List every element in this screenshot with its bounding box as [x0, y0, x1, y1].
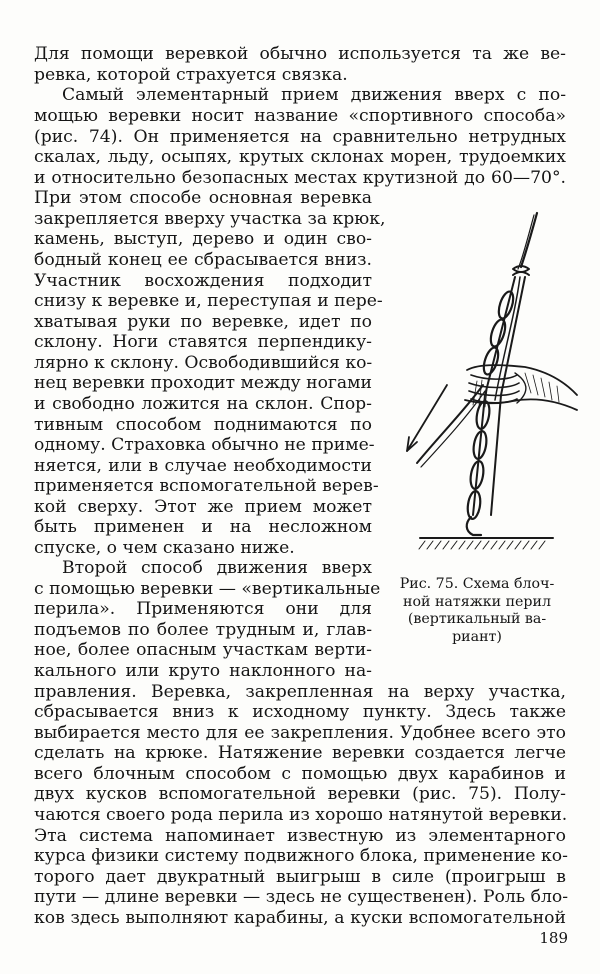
carabiner-2: [488, 318, 508, 348]
direction-arrow: [407, 385, 447, 451]
text-line: сделать на крюке. Натяжение веревки создается легче: [34, 743, 566, 763]
text-line: торого дает двукратный выигрыш в силе (проигрыш в: [34, 867, 566, 887]
caption-line: ной натяжки перил: [403, 593, 551, 610]
text-line: Участник восхождения подходит: [34, 271, 372, 291]
page-number: 189: [539, 929, 568, 947]
text-line: ревка, которой страхуется связка.: [34, 65, 348, 85]
text-line: курса физики систему подвижного блока, применение ко-: [34, 846, 568, 866]
text-line: и свободно ложится на склон. Спор-: [34, 394, 372, 414]
text-line: Второй способ движения вверх: [62, 558, 372, 578]
text-line: и относительно безопасных местах крутизной до 60—70°.: [34, 168, 566, 188]
figure-caption: [382, 576, 572, 646]
text-line: всего блочным способом с помощью двух карабинов и: [34, 764, 566, 784]
text-line: мощью веревки носит название «спортивного способа»: [34, 106, 566, 126]
text-line: правления. Веревка, закрепленная на верху участка,: [34, 682, 566, 702]
text-line: камень, выступ, дерево и один сво-: [34, 229, 372, 249]
text-line: перила». Применяются они для: [34, 599, 372, 619]
text-line: кального или круто наклонного на-: [34, 661, 372, 681]
carabiner-3: [481, 346, 501, 376]
text-line: чаются своего рода перила из хорошо натянутой веревки.: [34, 805, 568, 825]
text-line: кой сверху. Этот же прием может: [34, 497, 372, 517]
text-line: ков здесь выполняют карабины, а куски вспомогательной: [34, 908, 566, 928]
text-line: двух кусков вспомогательной веревки (рис. 75). Полу-: [34, 784, 566, 804]
text-line: ное, более опасным участкам верти-: [34, 640, 372, 660]
text-line: При этом способе основная веревка: [34, 188, 372, 208]
text-line: пути — длине веревки — здесь не существенен). Роль бло-: [34, 887, 569, 907]
text-line: хватывая руки по веревке, идет по: [34, 312, 372, 332]
text-line: тивным способом поднимаются по: [34, 415, 372, 435]
caption-line: Рис. 75. Схема блоч-: [399, 576, 555, 592]
caption-line: риант): [452, 628, 502, 645]
text-line: нец веревки проходит между ногами: [34, 373, 372, 393]
text-line: одному. Страховка обычно не приме-: [34, 435, 375, 455]
text-line: спуске, о чем сказано ниже.: [34, 538, 295, 558]
text-line: выбирается место для ее закрепления. Удобнее всего это: [34, 723, 566, 743]
text-line: лярно к склону. Освободившийся ко-: [34, 353, 373, 373]
text-line: няется, или в случае необходимости: [34, 456, 372, 476]
main-rope-top: [521, 213, 537, 267]
text-line: Эта система напоминает известную из элементарного: [34, 826, 566, 846]
caption-line: (вертикальный ва-: [407, 611, 547, 627]
rope-rappel-figure: [385, 205, 585, 565]
text-line: скалах, льду, осыпях, крутых склонах морен, трудоемких: [34, 147, 566, 167]
text-line: применяется вспомогательной верев-: [34, 476, 379, 496]
text-line: Для помощи веревкой обычно используется та же ве-: [34, 44, 566, 64]
text-line: закрепляется вверху участка за крюк,: [34, 209, 386, 229]
text-line: сбрасывается вниз к исходному пункту. Здесь также: [34, 702, 566, 722]
text-line: склону. Ноги ставятся перпендику-: [34, 332, 372, 352]
text-line: бодный конец ее сбрасывается вниз.: [34, 250, 372, 270]
text-line: (рис. 74). Он применяется на сравнительно нетрудных: [34, 127, 566, 147]
text-line: с помощью веревки — «вертикальные: [34, 579, 381, 599]
text-line: подъемов по более трудным и, глав-: [34, 620, 372, 640]
text-line: быть применен и на несложном: [34, 517, 372, 537]
text-line: Самый элементарный прием движения вверх с по-: [62, 85, 566, 105]
text-line: снизу к веревке и, переступая и пере-: [34, 291, 383, 311]
